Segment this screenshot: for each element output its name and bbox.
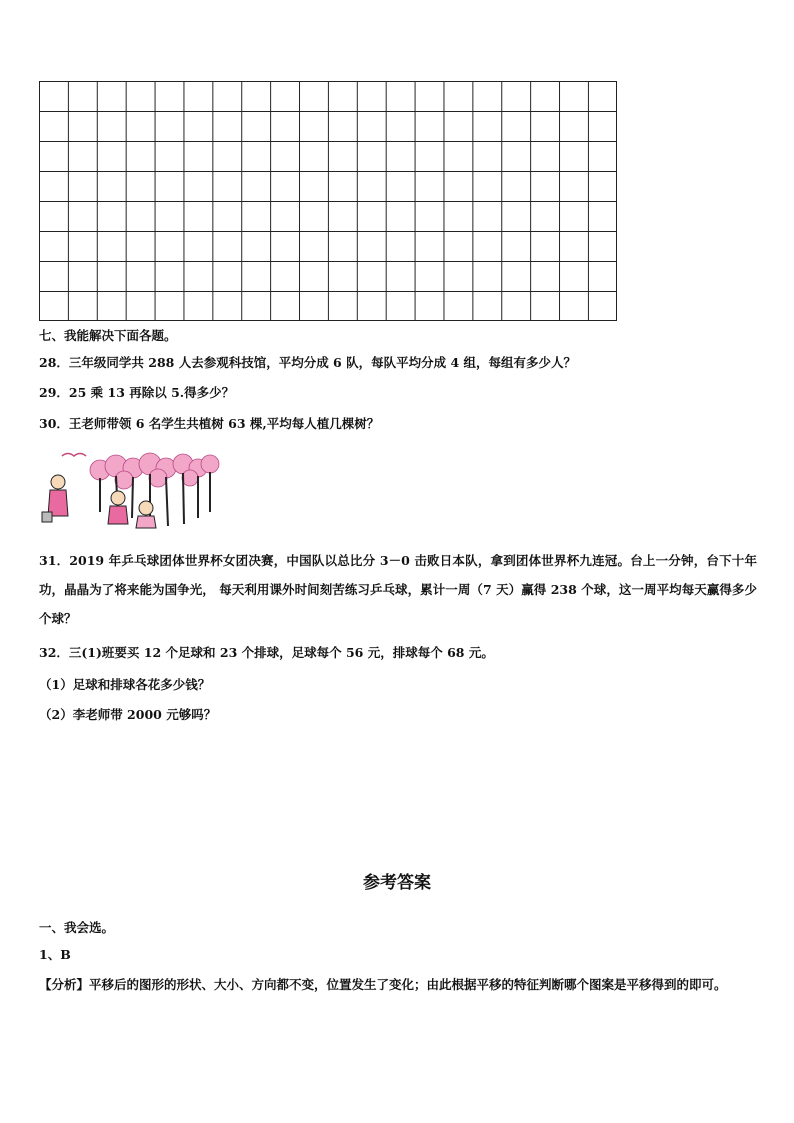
question-32-part-1: （1）足球和排球各花多少钱？ [39,677,211,692]
question-32-part-2: （2）李老师带 2000 元够吗？ [39,707,217,722]
answers-title: 参考答案 [363,873,431,893]
question-32: 32．三(1)班要买 12 个足球和 23 个排球，足球每个 56 元，排球每个 68 元。 [39,645,494,660]
answer-1-analysis: 【分析】平移后的图形的形状、大小、方向都不变，位置发生了变化；由此根据平移的特征判断哪个图案是平移得到的即可。 [39,977,727,992]
question-29: 29．25 乘 13 再除以 5.得多少？ [39,385,235,400]
writing-grid [39,81,617,321]
section-one-heading: 一、我会选。 [39,920,115,935]
section-seven-heading: 七、我能解决下面各题。 [39,328,177,343]
question-30: 30．王老师带领 6 名学生共植树 63 棵,平均每人植几棵树？ [39,416,380,431]
question-28: 28．三年级同学共 288 人去参观科技馆，平均分成 6 队，每队平均分成 4 组，每组有多少人？ [39,355,576,370]
tree-planting-illustration [38,446,224,538]
question-31: 31．2019 年乒乓球团体世界杯女团决赛，中国队以总比分 3－0 击败日本队，拿到团体世界杯九连冠。台上一分钟，台下十年功，晶晶为了将来能为国争光， 每天利用课外时间刻苦练习乒乓球，累计一周（7 天）赢得 238 个球，这一周平均每天赢得多少个球？ [39,553,757,626]
answer-1: 1、B [39,947,71,962]
